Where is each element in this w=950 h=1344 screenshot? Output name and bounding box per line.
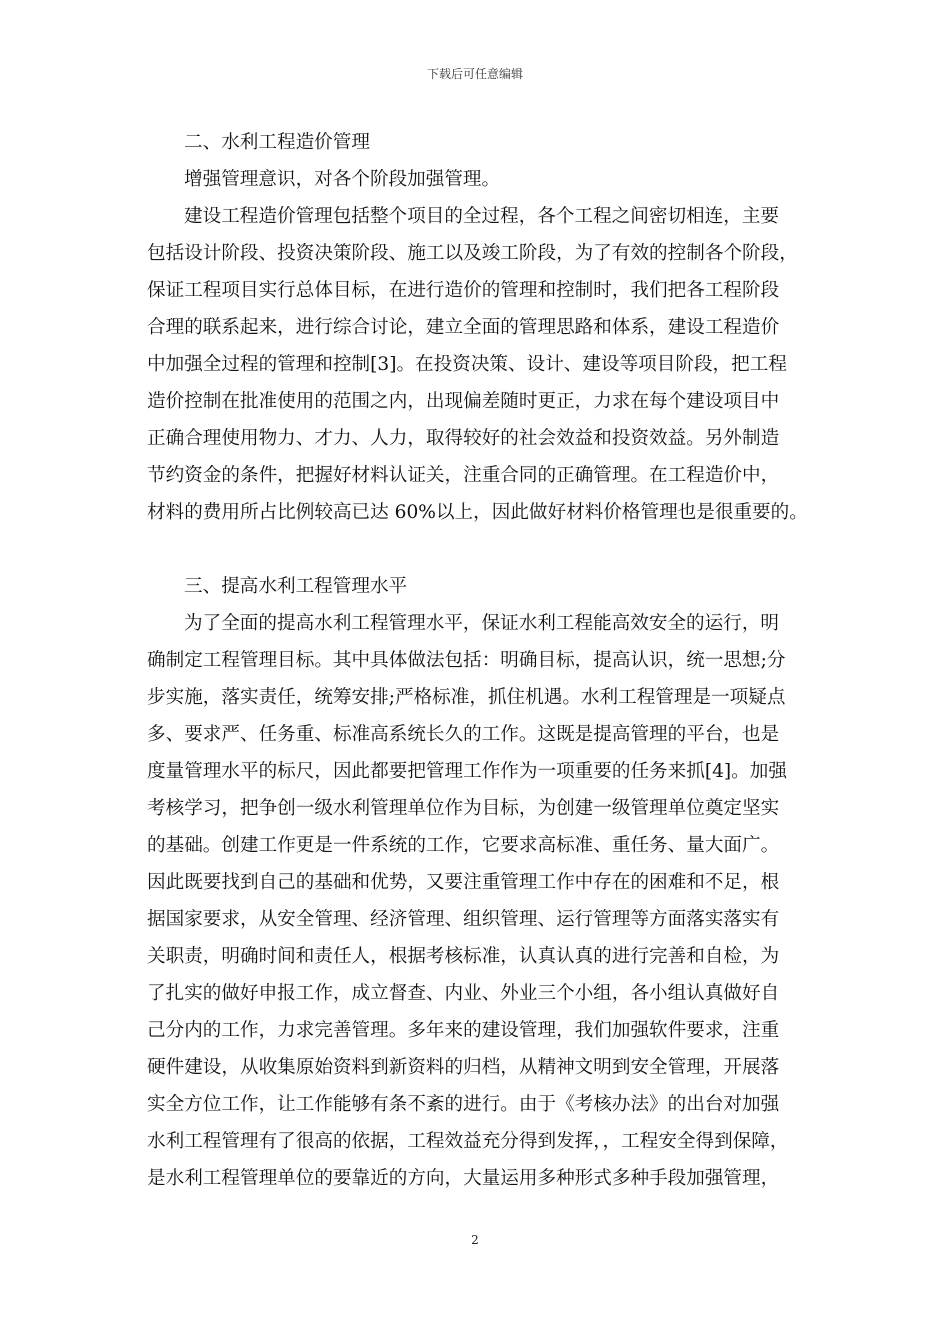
paragraph-line: 了扎实的做好申报工作，成立督查、内业、外业三个小组，各小组认真做好自 xyxy=(147,983,780,1004)
section-subheading: 增强管理意识，对各个阶段加强管理。 xyxy=(184,169,501,190)
paragraph-line: 正确合理使用物力、才力、人力，取得较好的社会效益和投资效益。另外制造 xyxy=(147,428,780,449)
paragraph-line: 水利工程管理有了很高的依据，工程效益充分得到发挥，，工程安全得到保障， xyxy=(147,1131,789,1152)
paragraph-line: 多、要求严、任务重、标准高系统长久的工作。这既是提高管理的平台，也是 xyxy=(147,724,780,745)
paragraph-line: 硬件建设，从收集原始资料到新资料的归档，从精神文明到安全管理，开展落 xyxy=(147,1057,780,1078)
section-spacer xyxy=(147,531,823,568)
page-header xyxy=(0,66,950,82)
section-heading: 二、水利工程造价管理 xyxy=(184,132,370,153)
paragraph-line: 造价控制在批准使用的范围之内，出现偏差随时更正，力求在每个建设项目中 xyxy=(147,391,780,412)
paragraph-line: 关职责，明确时间和责任人，根据考核标准，认真认真的进行完善和自检，为 xyxy=(147,946,780,967)
page-number: 2 xyxy=(471,1233,479,1247)
paragraph-line: 考核学习，把争创一级水利管理单位作为目标，为创建一级管理单位奠定坚实 xyxy=(147,798,780,819)
paragraph-line: 包括设计阶段、投资决策阶段、施工以及竣工阶段，为了有效的控制各个阶段， xyxy=(147,243,798,264)
paragraph-line: 为了全面的提高水利工程管理水平，保证水利工程能高效安全的运行，明 xyxy=(184,613,780,634)
page-footer xyxy=(0,1232,950,1248)
paragraph-line: 是水利工程管理单位的要靠近的方向，大量运用多种形式多种手段加强管理， xyxy=(147,1168,780,1189)
paragraph-line: 建设工程造价管理包括整个项目的全过程，各个工程之间密切相连，主要 xyxy=(184,206,780,227)
header-note: 下载后可任意编辑 xyxy=(426,67,523,81)
paragraph-line: 实全方位工作，让工作能够有条不紊的进行。由于《考核办法》的出台对加强 xyxy=(147,1094,780,1115)
document-body xyxy=(147,124,823,1197)
paragraph-line: 度量管理水平的标尺，因此都要把管理工作作为一项重要的任务来抓[4]。加强 xyxy=(147,761,787,782)
paragraph-line: 确制定工程管理目标。其中具体做法包括：明确目标，提高认识，统一思想;分 xyxy=(147,650,786,671)
paragraph-line: 节约资金的条件，把握好材料认证关，注重合同的正确管理。在工程造价中， xyxy=(147,465,780,486)
paragraph-line: 因此既要找到自己的基础和优势，又要注重管理工作中存在的困难和不足，根 xyxy=(147,872,780,893)
paragraph-line: 己分内的工作，力求完善管理。多年来的建设管理，我们加强软件要求，注重 xyxy=(147,1020,780,1041)
paragraph-line: 中加强全过程的管理和控制[3]。在投资决策、设计、建设等项目阶段，把工程 xyxy=(147,354,787,375)
paragraph-line: 合理的联系起来，进行综合讨论，建立全面的管理思路和体系，建设工程造价 xyxy=(147,317,780,338)
paragraph-line: 保证工程项目实行总体目标，在进行造价的管理和控制时，我们把各工程阶段 xyxy=(147,280,780,301)
paragraph-line: 材料的费用所占比例较高已达 60%以上，因此做好材料价格管理也是很重要的。 xyxy=(147,502,808,523)
paragraph-line: 步实施，落实责任，统筹安排;严格标准，抓住机遇。水利工程管理是一项疑点 xyxy=(147,687,786,708)
section-heading: 三、提高水利工程管理水平 xyxy=(184,576,408,597)
paragraph-line: 的基础。创建工作更是一件系统的工作，它要求高标准、重任务、量大面广。 xyxy=(147,835,780,856)
paragraph-line: 据国家要求，从安全管理、经济管理、组织管理、运行管理等方面落实落实有 xyxy=(147,909,780,930)
